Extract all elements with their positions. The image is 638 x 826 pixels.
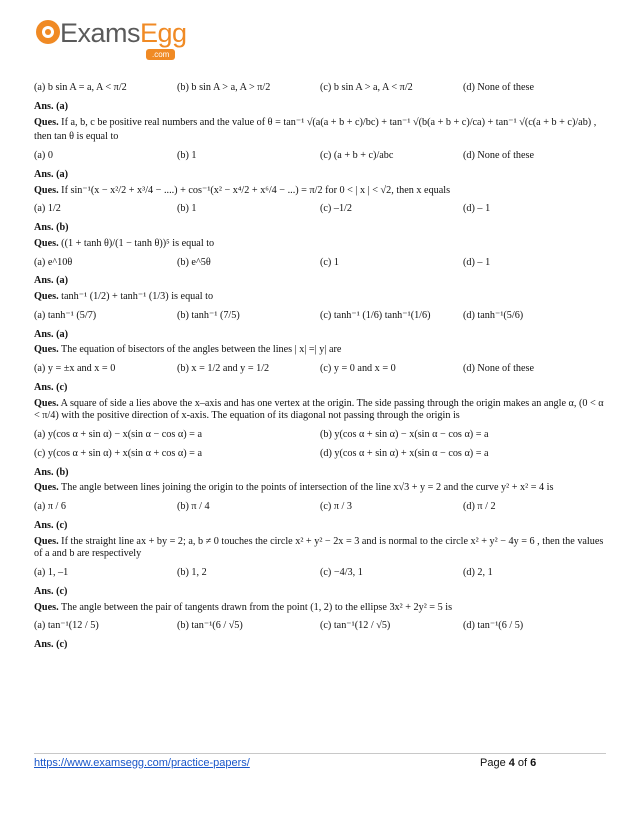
examsegg-logo[interactable]	[34, 16, 204, 74]
option-item: (d) None of these	[463, 363, 535, 374]
option-item: (c) tanh⁻¹ (1/6) tanh⁻¹(1/6)	[320, 309, 431, 321]
option-item: (a) 1, –1	[34, 567, 69, 578]
option-item: (a) 0	[34, 150, 53, 161]
question-text	[34, 602, 606, 615]
question-body: The angle between the pair of tangents drawn from the point (1, 2) to the ellipse 3x² + 2y² = 5 is	[61, 601, 453, 613]
answer-key: Ans. (a)	[34, 328, 68, 340]
option-item: (b) e^5θ	[177, 256, 211, 268]
question-label: Ques.	[34, 535, 59, 547]
question-list	[34, 76, 606, 655]
option-item: (a) tan⁻¹(12 / 5)	[34, 620, 99, 632]
answer-options	[34, 567, 606, 580]
question-text	[34, 185, 606, 198]
option-item: (c) (a + b + c)/abc	[320, 150, 394, 161]
option-item: (d) None of these	[463, 82, 535, 93]
question-text	[34, 291, 606, 304]
answer-options	[34, 501, 606, 514]
answer-key: Ans. (c)	[34, 585, 68, 597]
option-item: (b) x = 1/2 and y = 1/2	[177, 363, 270, 374]
answer-key: Ans. (a)	[34, 168, 68, 180]
question-body: The equation of bisectors of the angles between the lines | x| =| y| are	[61, 344, 342, 356]
option-item: (d) tanh⁻¹(5/6)	[463, 309, 524, 321]
question-label: Ques.	[34, 482, 59, 494]
question-label: Ques.	[34, 601, 59, 613]
footer	[34, 757, 606, 769]
option-item: (d) 2, 1	[463, 567, 493, 578]
option-item: (a) b sin A = a, A < π/2	[34, 82, 127, 93]
question-label: Ques.	[34, 397, 59, 409]
question-continuation: then tan θ is equal to	[34, 131, 119, 143]
option-item: (c) b sin A > a, A < π/2	[320, 82, 413, 93]
answer-options	[34, 82, 606, 95]
logo-wordmark: ExamsEgg	[60, 18, 187, 48]
option-item: (a) y(cos α + sin α) − x(sin α − cos α) = a	[34, 429, 202, 440]
answer-options	[34, 620, 606, 633]
question-body: If sin⁻¹(x − x²/2 + x³/4 − ....) + cos⁻¹(x² − x⁴/2 + x⁶/4 − ...) = π/2 for 0 < | x | < √2, then x equals	[61, 184, 451, 196]
option-item: (c) −4/3, 1	[320, 567, 363, 578]
question-label: Ques.	[34, 344, 59, 356]
answer-key: Ans. (c)	[34, 381, 68, 393]
option-item: (a) π / 6	[34, 501, 67, 512]
option-item: (c) π / 3	[320, 501, 353, 512]
option-item: (b) y(cos α + sin α) − x(sin α − cos α) = a	[320, 429, 489, 440]
option-item: (b) tan⁻¹(6 / √5)	[177, 620, 243, 632]
question-text	[34, 238, 606, 251]
answer-key: Ans. (b)	[34, 222, 69, 233]
option-item: (b) 1	[177, 150, 197, 161]
question-body: If the straight line ax + by = 2; a, b ≠ 0 touches the circle x² + y² − 2x = 3 and is normal to the circle x² + y² − 4y = 6 , then the values of a and b are respectively	[34, 535, 604, 560]
question-label: Ques.	[34, 184, 59, 196]
option-item: (c) –1/2	[320, 203, 352, 215]
answer-key: Ans. (c)	[34, 519, 68, 531]
question-text	[34, 117, 606, 130]
option-item: (a) e^10θ	[34, 256, 73, 268]
option-item: (b) 1, 2	[177, 567, 207, 578]
question-label: Ques.	[34, 291, 59, 302]
answer-options	[34, 310, 606, 323]
question-body: tanh⁻¹ (1/2) + tanh⁻¹ (1/3) is equal to	[61, 291, 214, 302]
question-text	[34, 536, 606, 562]
question-text	[34, 344, 606, 357]
question-label: Ques.	[34, 116, 59, 128]
answer-options	[34, 448, 606, 461]
option-item: (a) y = ±x and x = 0	[34, 363, 116, 374]
question-body: A square of side a lies above the x–axis and has one vertex at the origin. The side passing through the origin makes an angle α, (0 < α < π/4) with the positive direction of x-axis. The equation of its diagonal not passing through the origin is	[34, 397, 604, 422]
question-label: Ques.	[34, 237, 59, 249]
answer-options	[34, 363, 606, 376]
answer-key: Ans. (a)	[34, 100, 68, 112]
option-item: (c) 1	[320, 256, 339, 268]
option-item: (c) tan⁻¹(12 / √5)	[320, 620, 391, 632]
option-item: (b) 1	[177, 203, 197, 215]
answer-key: Ans. (a)	[34, 275, 68, 287]
question-text	[34, 398, 606, 424]
question-body: The angle between lines joining the origin to the points of intersection of the line x√3 + y = 2 and the curve y² + x² = 4 is	[61, 482, 554, 494]
answer-options	[34, 429, 606, 442]
option-item: (d) π / 2	[463, 501, 496, 512]
answer-key: Ans. (b)	[34, 466, 69, 478]
option-item: (c) y = 0 and x = 0	[320, 363, 396, 374]
option-item: (c) y(cos α + sin α) + x(sin α + cos α) = a	[34, 447, 202, 459]
option-item: (b) b sin A > a, A > π/2	[177, 82, 271, 93]
option-item: (a) 1/2	[34, 203, 61, 215]
egg-icon	[34, 18, 62, 46]
answer-key: Ans. (c)	[34, 639, 68, 650]
question-body: ((1 + tanh θ)/(1 − tanh θ))⁵ is equal to	[61, 237, 215, 249]
page-indicator: Page 4 of 6	[480, 757, 537, 769]
option-item: (d) tan⁻¹(6 / 5)	[463, 620, 524, 632]
practice-papers-link[interactable]: https://www.examsegg.com/practice-papers/	[34, 757, 250, 769]
option-item: (d) None of these	[463, 150, 535, 161]
option-item: (a) tanh⁻¹ (5/7)	[34, 309, 97, 321]
question-text	[34, 482, 606, 495]
option-item: (d) – 1	[463, 256, 491, 268]
answer-options	[34, 203, 606, 216]
logo-domain: .com	[146, 49, 175, 60]
question-body: If a, b, c be positive real numbers and the value of θ = tan⁻¹ √(a(a + b + c)/bc) + tan⁻¹ √(b(a + b + c)/ca) + tan⁻¹ √(c(a + b + c)/ab) ,	[61, 116, 597, 128]
footer-divider	[34, 753, 606, 754]
answer-options	[34, 150, 606, 163]
option-item: (d) y(cos α + sin α) + x(sin α − cos α) = a	[320, 447, 489, 459]
option-item: (d) – 1	[463, 203, 491, 215]
option-item: (b) π / 4	[177, 501, 210, 512]
option-item: (b) tanh⁻¹ (7/5)	[177, 309, 240, 321]
answer-options	[34, 257, 606, 270]
